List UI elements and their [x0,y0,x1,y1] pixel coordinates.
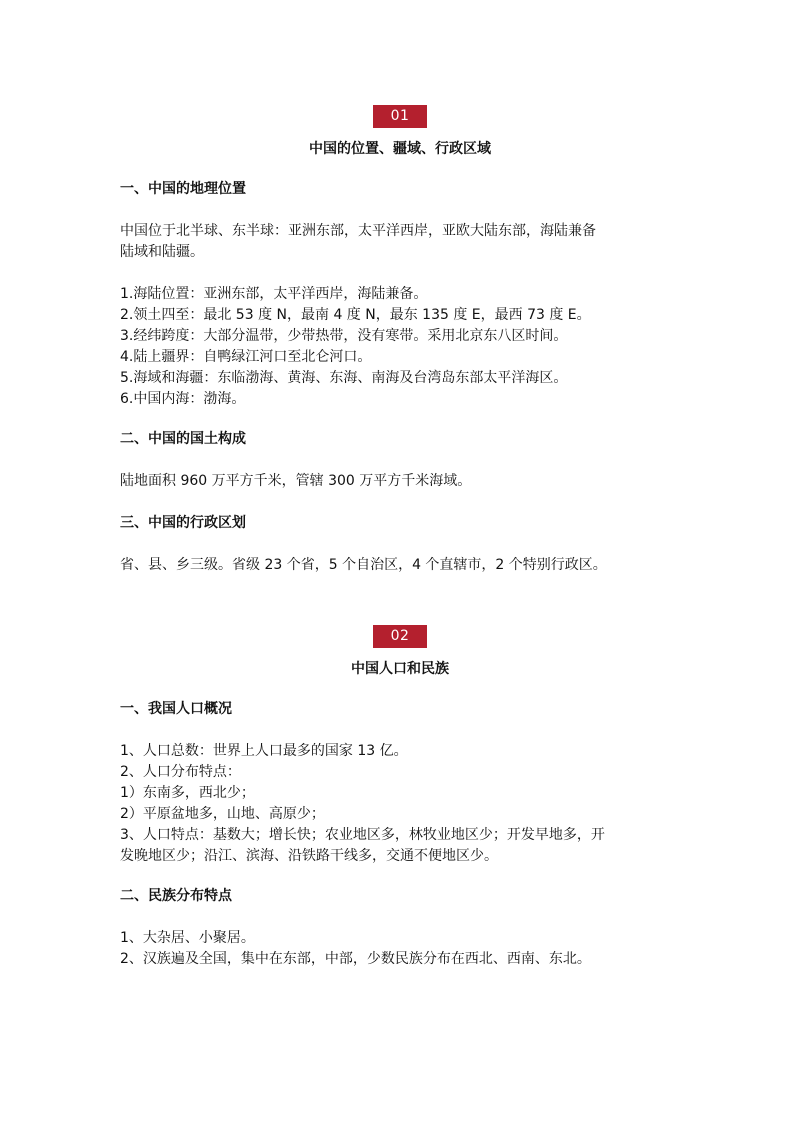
list-item: 2）平原盆地多，山地、高原少； [120,806,325,822]
population-facts-list [120,741,680,867]
heading-administrative-divisions: 三、中国的行政区划 [120,515,246,531]
list-item: 1）东南多，西北少； [120,785,255,801]
heading-territory-composition: 二、中国的国土构成 [120,431,246,447]
list-item: 1、大杂居、小聚居。 [120,930,255,946]
section-number-badge: 01 [373,105,427,128]
text-line: 省、县、乡三级。省级 23 个省，5 个自治区，4 个直辖市，2 个特别行政区。 [120,557,607,573]
location-facts-list [120,284,680,410]
list-item: 3.经纬跨度：大部分温带，少带热带，没有寒带。采用北京东八区时间。 [120,328,568,344]
text-line: 陆域和陆疆。 [120,244,204,260]
list-item: 发晚地区少；沿江、滨海、沿铁路干线多，交通不便地区少。 [120,848,498,864]
heading-geographic-location: 一、中国的地理位置 [120,181,246,197]
list-item: 2、人口分布特点： [120,764,241,780]
heading-ethnic-distribution: 二、民族分布特点 [120,888,232,904]
list-item: 2.领土四至：最北 53 度 N，最南 4 度 N，最东 135 度 E，最西 73 度 E。 [120,307,591,323]
paragraph-territory-area [120,471,680,492]
badge-row [120,105,680,128]
section-location-territory [120,105,680,573]
section-title: 中国人口和民族 [351,661,449,677]
list-item: 1.海陆位置：亚洲东部，太平洋西岸，海陆兼备。 [120,286,428,302]
heading-population-overview: 一、我国人口概况 [120,701,232,717]
list-item: 2、汉族遍及全国，集中在东部，中部，少数民族分布在西北、西南、东北。 [120,951,591,967]
list-item: 6.中国内海：渤海。 [120,391,246,407]
list-item: 5.海域和海疆：东临渤海、黄海、东海、南海及台湾岛东部太平洋海区。 [120,370,568,386]
section-title: 中国的位置、疆域、行政区域 [309,141,491,157]
paragraph-location-intro [120,221,680,263]
text-line: 陆地面积 960 万平方千米，管辖 300 万平方千米海域。 [120,473,472,489]
list-item: 3、人口特点：基数大；增长快；农业地区多，林牧业地区少；开发早地多，开 [120,827,605,843]
list-item: 1、人口总数：世界上人口最多的国家 13 亿。 [120,743,408,759]
section-population-ethnicity [120,625,680,967]
badge-row [120,625,680,648]
section-number-badge: 02 [373,625,427,648]
ethnic-facts-list [120,928,680,970]
paragraph-administrative-divisions [120,555,680,576]
text-line: 中国位于北半球、东半球：亚洲东部，太平洋西岸，亚欧大陆东部，海陆兼备 [120,223,596,239]
list-item: 4.陆上疆界：自鸭绿江河口至北仑河口。 [120,349,372,365]
